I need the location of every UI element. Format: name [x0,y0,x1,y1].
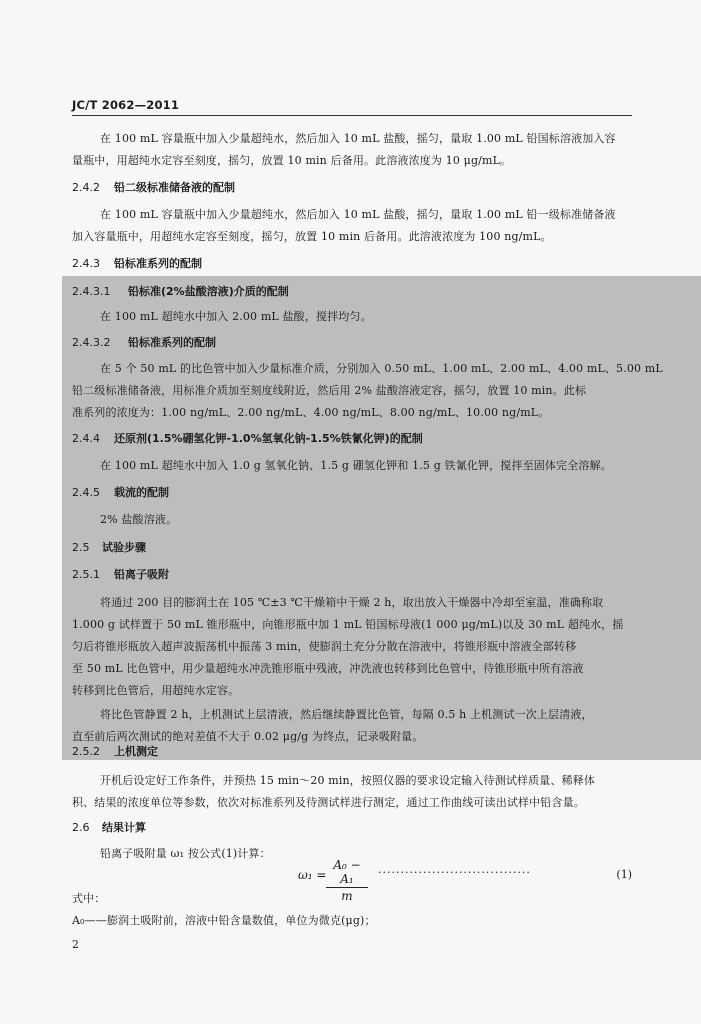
paragraph-line: 量瓶中，用超纯水定容至刻度，摇匀，放置 10 min 后备用。此溶液浓度为 10 μg/mL。 [72,154,512,167]
paragraph-line: 将比色管静置 2 h，上机测试上层清液，然后继续静置比色管，每隔 0.5 h 上机测试一次上层清液， [100,708,593,721]
section-number: 2.5.1 [72,568,100,581]
section-title: 载流的配制 [114,486,169,499]
section-title: 结果计算 [102,821,146,834]
section-heading-2-5-2 [72,741,632,763]
formula-denominator: m [341,889,353,903]
formula-leader-dots: ·································· [378,866,531,879]
section-title: 上机测定 [114,745,158,758]
definition-a0: A₀——膨润土吸附前，溶液中铅含量数值，单位为微克(μg)； [72,914,376,927]
section-number: 2.6 [72,821,90,834]
section-number: 2.5 [72,541,90,554]
section-title: 铅标准(2%盐酸溶液)介质的配制 [128,285,289,298]
section-number: 2.5.2 [72,745,100,758]
paragraph-line: 在 5 个 50 mL 的比色管中加入少量标准介质，分别加入 0.50 mL、1.00 mL、2.00 mL、4.00 mL、5.00 mL [100,362,663,375]
section-heading-2-4-5 [72,482,632,504]
paragraph-line: 匀后将锥形瓶放入超声波振荡机中振荡 3 min，使膨润土充分分散在溶液中，将锥形瓶中溶液全部转移 [72,640,577,653]
section-title: 试验步骤 [102,541,146,554]
paragraph-line: 在 100 mL 容量瓶中加入少量超纯水，然后加入 10 mL 盐酸，摇匀，量取 1.00 mL 铅国标溶液加入容 [100,132,616,145]
paragraph-line: 1.000 g 试样置于 50 mL 锥形瓶中，向锥形瓶中加 1 mL 铅国标母液(1 000 μg/mL)以及 30 mL 超纯水，摇 [72,618,624,631]
section-heading-2-6 [72,817,632,839]
section-number: 2.4.3.2 [72,336,111,349]
section-number: 2.4.5 [72,486,100,499]
where-label: 式中： [72,892,106,905]
section-number: 2.4.3 [72,257,100,270]
paragraph-line: 直至前后两次测试的绝对差值不大于 0.02 μg/g 为终点，记录吸附量。 [72,730,424,743]
paragraph-line: 转移到比色管后，用超纯水定容。 [72,684,240,697]
standard-number: JC/T 2062—2011 [72,98,180,112]
paragraph-line: 开机后设定好工作条件，并预热 15 min～20 min，按照仪器的要求设定输入待测试样质量、稀释体 [100,774,596,787]
paragraph-line: 积、结果的浓度单位等参数，依次对标准系列及待测试样进行测定，通过工作曲线可读出试样中铅含量。 [72,796,585,809]
paragraph-line: 在 100 mL 超纯水中加入 2.00 mL 盐酸，搅拌均匀。 [100,310,372,323]
paragraph-line: 准系列的浓度为：1.00 ng/mL、2.00 ng/mL、4.00 ng/mL、8.00 ng/mL、10.00 ng/mL。 [72,406,550,419]
section-heading-2-4-2 [72,177,632,199]
section-title: 铅标准系列的配制 [114,257,202,270]
section-title: 铅离子吸附 [114,568,169,581]
section-heading-2-4-3-1 [72,281,632,303]
paragraph-line: 铅二级标准储备液，用标准介质加至刻度线附近，然后用 2% 盐酸溶液定容，摇匀，放置 10 min。此标 [72,384,587,397]
paragraph-line: 在 100 mL 超纯水中加入 1.0 g 氢氧化钠、1.5 g 硼氢化钾和 1.5 g 铁氰化钾，搅拌至固体完全溶解。 [100,459,612,472]
paragraph-line: 2% 盐酸溶液。 [100,513,178,526]
formula-number: (1) [616,868,632,881]
section-number: 2.4.3.1 [72,285,111,298]
section-heading-2-5 [72,537,632,559]
header-rule [72,115,632,116]
section-number: 2.4.2 [72,181,100,194]
section-title: 铅二级标准储备液的配制 [114,181,235,194]
section-heading-2-4-3-2 [72,332,632,354]
formula-numerator: A₀ − A₁ [326,858,368,888]
paragraph-line: 在 100 mL 容量瓶中加入少量超纯水，然后加入 10 mL 盐酸，摇匀，量取 1.00 mL 铅一级标准储备液 [100,208,616,221]
section-heading-2-4-3 [72,253,632,275]
section-title: 还原剂(1.5%硼氢化钾-1.0%氢氧化钠-1.5%铁氰化钾)的配制 [114,432,423,445]
paragraph-line: 至 50 mL 比色管中，用少量超纯水冲洗锥形瓶中残液，冲洗液也转移到比色管中，待锥形瓶中所有溶液 [72,662,584,675]
section-number: 2.4.4 [72,432,100,445]
paragraph-line: 将通过 200 目的膨润土在 105 ℃±3 ℃干燥箱中干燥 2 h，取出放入干燥器中冷却至室温，准确称取 [100,596,604,609]
paragraph-line: 铅离子吸附量 ω₁ 按公式(1)计算： [100,847,271,860]
page-number: 2 [72,938,79,951]
section-heading-2-5-1 [72,564,632,586]
paragraph-line: 加入容量瓶中，用超纯水定容至刻度，摇匀，放置 10 min 后备用。此溶液浓度为 100 ng/mL。 [72,230,552,243]
section-title: 铅标准系列的配制 [128,336,216,349]
section-heading-2-4-4 [72,428,632,450]
formula-lhs: ω₁ = [298,868,327,882]
